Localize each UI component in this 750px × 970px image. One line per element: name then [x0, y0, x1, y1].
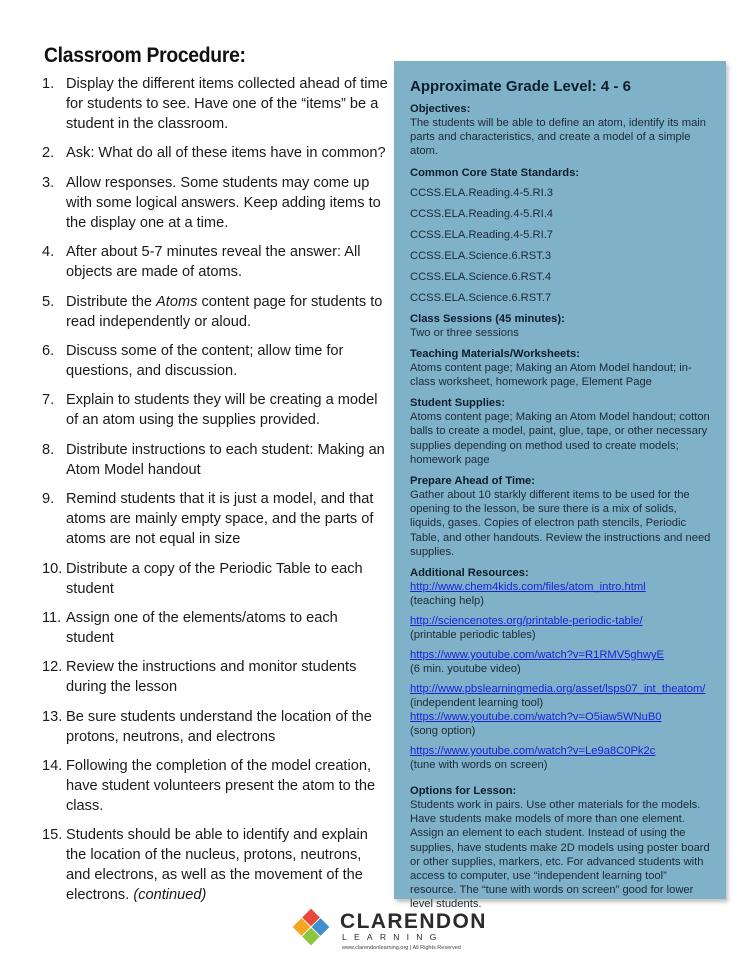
sessions-heading: Class Sessions (45 minutes):: [410, 312, 565, 325]
procedure-list: [42, 74, 388, 915]
step-number: 12.: [42, 659, 63, 676]
resources-heading: Additional Resources:: [410, 567, 529, 580]
resource-link[interactable]: http://www.pbslearningmedia.org/asset/lsps07_int_theatom/: [410, 683, 706, 696]
procedure-step: [42, 143, 388, 163]
procedure-step: [42, 657, 388, 697]
resources-list: [410, 580, 712, 778]
resource-link[interactable]: https://www.youtube.com/watch?v=R1RMV5ghwyE: [410, 649, 665, 662]
objectives-heading: Objectives:: [410, 103, 471, 115]
standards-heading: Common Core State Standards:: [410, 166, 580, 179]
procedure-step: [42, 292, 388, 332]
step-number: 11.: [42, 609, 62, 626]
step-text: Allow responses. Some students may come up with some logical answers. Keep adding items to the display one at a time.: [66, 174, 381, 231]
brand-name: CLARENDON: [340, 910, 487, 933]
procedure-step: [42, 489, 388, 549]
supplies-heading: Student Supplies:: [410, 397, 506, 410]
procedure-step: [42, 756, 388, 816]
procedure-step: [42, 440, 388, 480]
step-number: 3.: [42, 174, 55, 191]
resource-link[interactable]: https://www.youtube.com/watch?v=O5iaw5WNuB0: [410, 711, 662, 724]
resource-note: (teaching help): [410, 595, 485, 608]
resource-note: (tune with words on screen): [410, 759, 548, 772]
prepare-text: Gather about 10 starkly different items to be used for the opening to the lesson, be sure there is a mix of solids, liquids, gases. Copies of electron path stencils, Periodic Table, and other handouts. Review the instructions and need supplies.: [410, 489, 711, 558]
step-number: 10.: [42, 560, 63, 577]
step-text: Assign one of the elements/atoms to each student: [66, 609, 338, 646]
procedure-step: [42, 825, 388, 905]
step-text: Students should be able to identify and explain the location of the nucleus, protons, neutrons, and electrons, as well as the movement of the electrons.: [66, 827, 368, 904]
resource-link[interactable]: https://www.youtube.com/watch?v=Le9a8C0Pk2c: [410, 745, 656, 758]
step-text-emphasis: (continued): [133, 887, 207, 904]
puzzle-logo-icon: [290, 906, 332, 948]
materials-heading: Teaching Materials/Worksheets:: [410, 347, 580, 360]
procedure-step: [42, 707, 388, 747]
resource-note: (song option): [410, 725, 476, 738]
procedure-step: [42, 559, 388, 599]
standard-code: CCSS.ELA.Reading.4-5.RI.4: [410, 207, 554, 220]
step-text: Remind students that it is just a model, and that atoms are mainly empty space, and the parts of atoms are not equal in size: [66, 491, 374, 548]
procedure-step: [42, 608, 388, 648]
step-text: Distribute a copy of the Periodic Table to each student: [66, 560, 363, 597]
resource-note: (6 min. youtube video): [410, 663, 521, 676]
standard-code: CCSS.ELA.Science.6.RST.4: [410, 270, 552, 283]
step-text: Discuss some of the content; allow time for questions, and discussion.: [66, 342, 344, 379]
options-heading: Options for Lesson:: [410, 785, 517, 798]
prepare-heading: Prepare Ahead of Time:: [410, 475, 535, 488]
procedure-step: [42, 242, 388, 282]
resource-link[interactable]: http://sciencenotes.org/printable-periodic-table/: [410, 615, 643, 628]
lesson-info-sidebar: [394, 61, 726, 911]
supplies-text: Atoms content page; Making an Atom Model handout; cotton balls to create a model, paint, glue, tape, or other necessary supplies depending on method used to create models; homework page: [410, 411, 710, 466]
step-number: 4.: [42, 244, 55, 261]
procedure-step: [42, 341, 388, 381]
brand-subtitle: LEARNING: [342, 932, 444, 942]
standard-code: CCSS.ELA.Science.6.RST.3: [410, 249, 552, 262]
procedure-step: [42, 390, 388, 430]
step-number: 6.: [42, 342, 55, 359]
procedure-step: [42, 173, 388, 233]
step-text: Distribute instructions to each student: Making an Atom Model handout: [66, 441, 385, 478]
options-text: Students work in pairs. Use other materials for the models. Have students make models of more than one element. Assign an element to each student. Instead of using the supplies, have students make 2D models using poster board or other supplies, markers, etc. For advanced students with access to computer, use “independent learning tool” resource. The “tune with words on screen” good for lower level students.: [410, 799, 710, 911]
procedure-title: Classroom Procedure:: [44, 44, 246, 67]
step-number: 1.: [42, 76, 55, 92]
step-text: content page for students to read independently or aloud.: [66, 293, 383, 330]
materials-text: Atoms content page; Making an Atom Model handout; in-class worksheet, homework page, Element Page: [410, 361, 692, 389]
step-number: 14.: [42, 758, 63, 775]
step-number: 7.: [42, 392, 55, 409]
resource-spacer: [410, 772, 712, 778]
step-number: 13.: [42, 708, 63, 725]
step-text: Review the instructions and monitor students during the lesson: [66, 659, 357, 696]
step-text-emphasis: Atoms: [156, 293, 198, 310]
brand-website: www.clarendonlearning.org | All Rights Reserved: [342, 945, 461, 951]
step-number: 8.: [42, 441, 55, 458]
objectives-text: The students will be able to define an atom, identify its main parts and characteristics, and create a model of a simple atom.: [410, 117, 707, 158]
step-text: After about 5-7 minutes reveal the answer: All objects are made of atoms.: [66, 244, 361, 281]
standards-list: [410, 186, 712, 305]
procedure-step: [42, 74, 388, 134]
step-text: Explain to students they will be creating a model of an atom using the supplies provided.: [66, 392, 378, 429]
step-number: 5.: [42, 293, 55, 310]
resource-note: (independent learning tool): [410, 697, 544, 710]
step-text: Ask: What do all of these items have in common?: [66, 145, 386, 162]
step-text: Following the completion of the model creation, have student volunteers present the atom to the class.: [66, 758, 376, 815]
standard-code: CCSS.ELA.Science.6.RST.7: [410, 291, 552, 304]
resource-note: (printable periodic tables): [410, 629, 536, 642]
step-number: 15.: [42, 827, 63, 844]
step-text: Distribute the: [66, 293, 157, 310]
grade-level-title: Approximate Grade Level: 4 - 6: [410, 78, 631, 95]
step-text: Display the different items collected ahead of time for students to see. Have one of the “items” be a student in the classroom.: [66, 76, 388, 132]
standard-code: CCSS.ELA.Reading.4-5.RI.7: [410, 228, 554, 241]
footer-logo: [290, 902, 487, 958]
resource-link[interactable]: http://www.chem4kids.com/files/atom_intro.html: [410, 581, 646, 594]
standard-code: CCSS.ELA.Reading.4-5.RI.3: [410, 186, 554, 199]
step-number: 9.: [42, 491, 55, 508]
step-text: Be sure students understand the location of the protons, neutrons, and electrons: [66, 708, 372, 745]
step-number: 2.: [42, 145, 55, 162]
sessions-text: Two or three sessions: [410, 326, 519, 339]
